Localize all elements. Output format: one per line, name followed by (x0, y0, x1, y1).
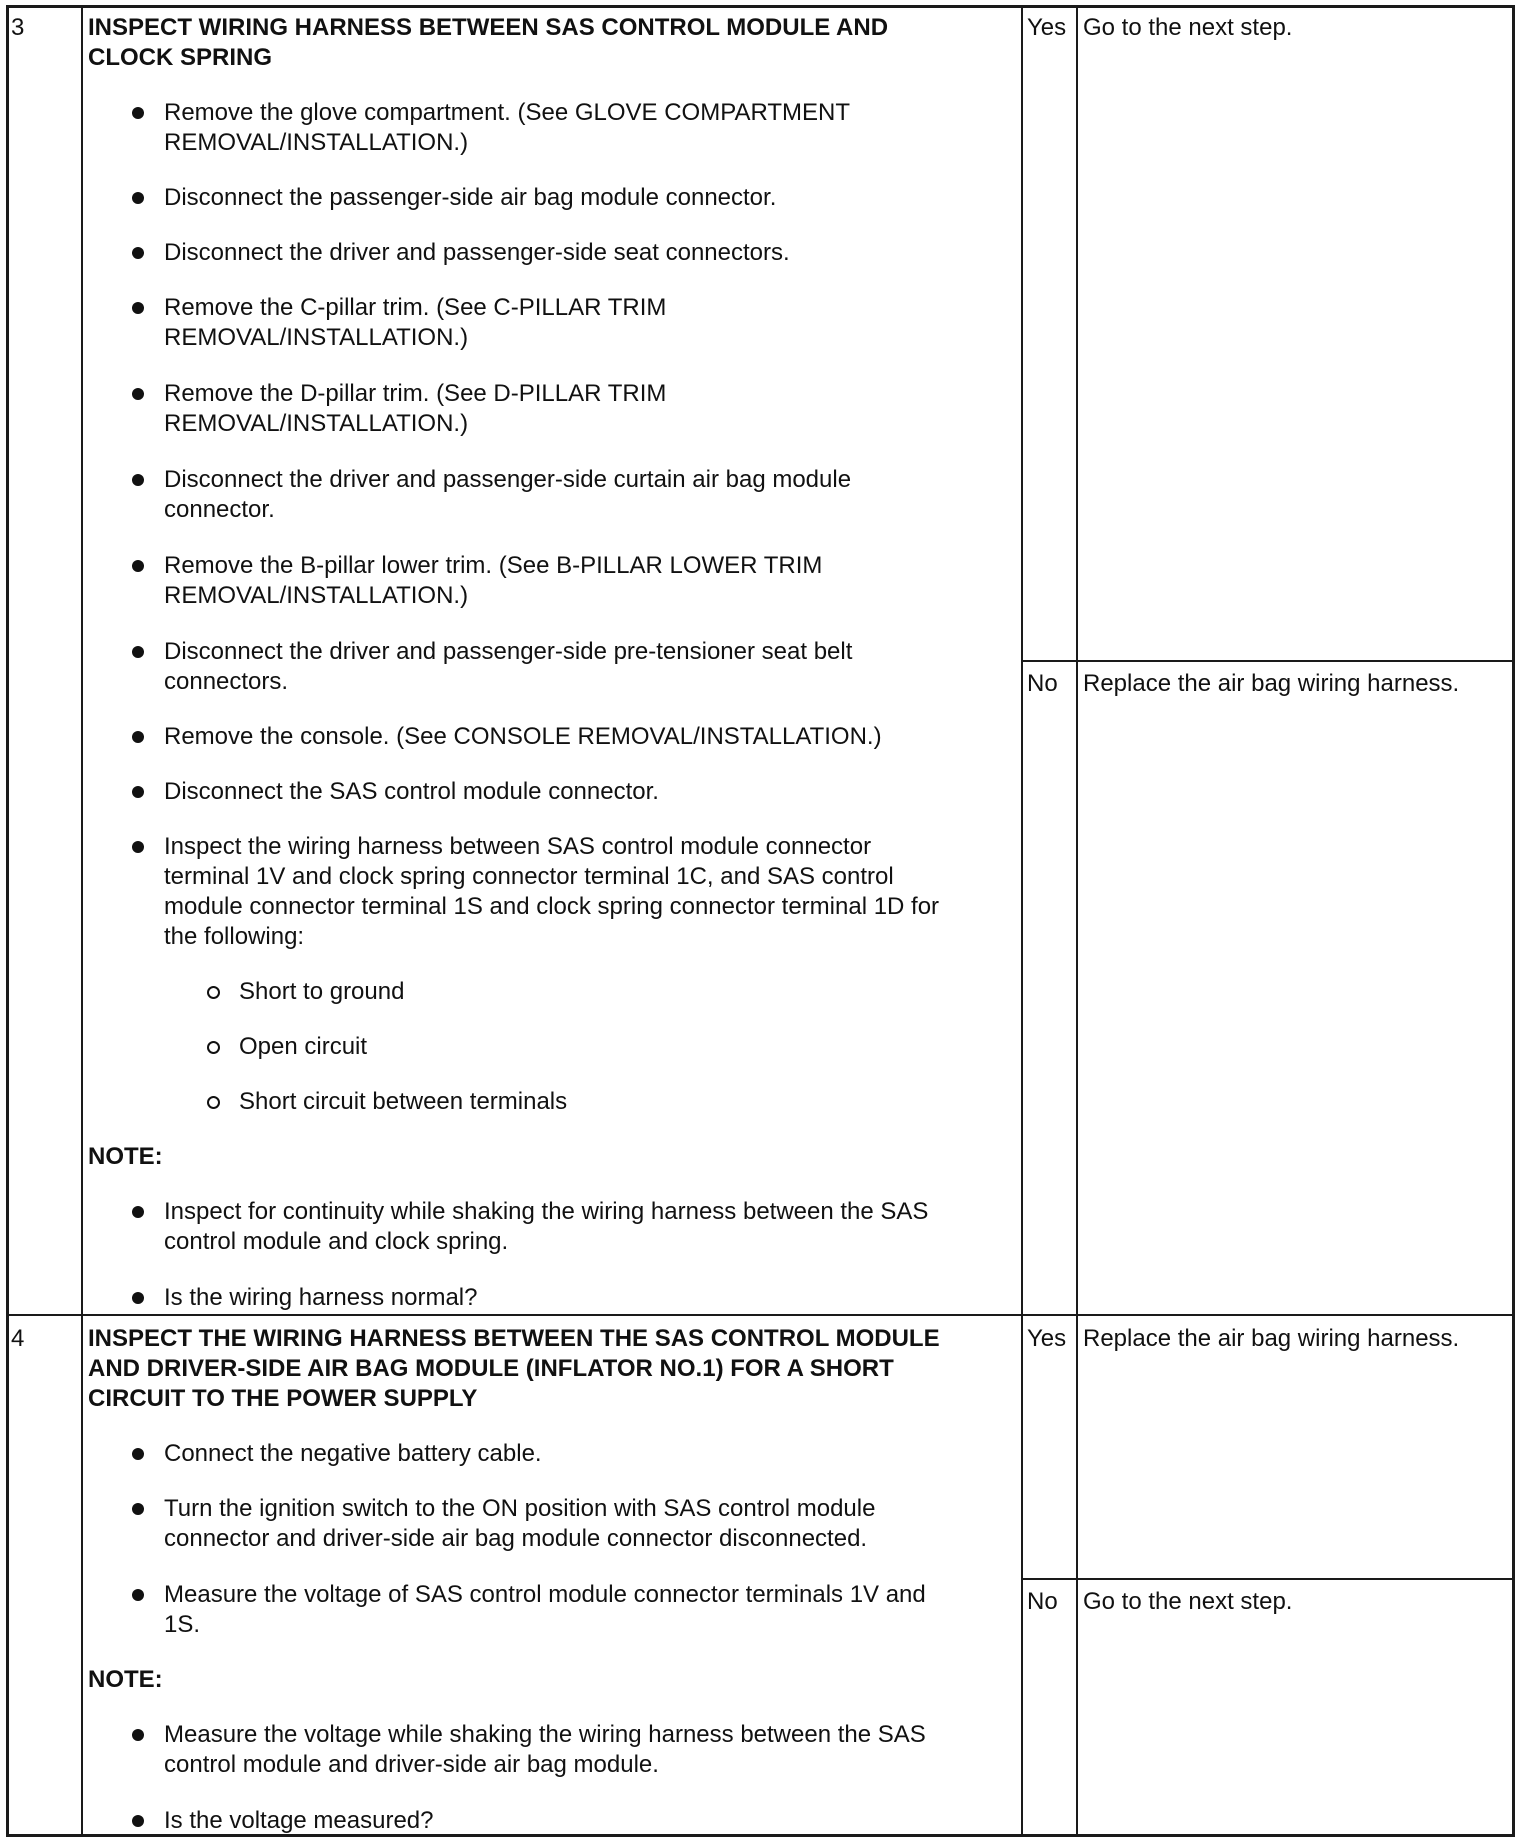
instruction-line: Disconnect the driver and passenger-side curtain air bag module (164, 466, 852, 493)
instruction-line: Remove the D-pillar trim. (See D-PILLAR TRIM (164, 380, 667, 407)
instruction-line: Remove the glove compartment. (See GLOVE COMPARTMENT (164, 99, 851, 126)
bullet-icon (132, 474, 144, 486)
instruction-line: REMOVAL/INSTALLATION.) (164, 410, 469, 437)
result-yes-action: Go to the next step. (1083, 14, 1293, 41)
note-line: Inspect for continuity while shaking the wiring harness between the SAS (164, 1198, 929, 1225)
instruction-line: Connect the negative battery cable. (164, 1440, 542, 1467)
instruction-line: Disconnect the driver and passenger-side pre-tensioner seat belt (164, 638, 853, 665)
instruction-line: connector and driver-side air bag module connector disconnected. (164, 1525, 868, 1552)
instruction-line: module connector terminal 1S and clock spring connector terminal 1D for (164, 893, 940, 920)
instruction-line: Remove the C-pillar trim. (See C-PILLAR TRIM (164, 294, 667, 321)
result-no-label: No (1027, 670, 1058, 697)
result-no-action: Replace the air bag wiring harness. (1083, 670, 1460, 697)
sub-bullet-icon (207, 1041, 220, 1054)
bullet-icon (132, 247, 144, 259)
row-divider-step3-yes-no (1021, 660, 1515, 662)
result-no-label: No (1027, 1588, 1058, 1615)
note-label: NOTE: (88, 1143, 163, 1170)
result-no-action: Go to the next step. (1083, 1588, 1293, 1615)
instruction-line: REMOVAL/INSTALLATION.) (164, 324, 469, 351)
bullet-icon (132, 731, 144, 743)
sub-bullet-icon (207, 1096, 220, 1109)
row-divider-step (6, 1314, 1515, 1316)
instruction-line: Inspect the wiring harness between SAS control module connector (164, 833, 872, 860)
note-line: Is the wiring harness normal? (164, 1284, 478, 1311)
step-title-line: AND DRIVER-SIDE AIR BAG MODULE (INFLATOR NO.1) FOR A SHORT (88, 1355, 894, 1382)
bullet-icon (132, 1729, 144, 1741)
instruction-line: the following: (164, 923, 305, 950)
table-border-top (6, 5, 1515, 8)
note-line: control module and driver-side air bag module. (164, 1751, 659, 1778)
bullet-icon (132, 1815, 144, 1827)
result-yes-label: Yes (1027, 1325, 1067, 1352)
instruction-line: REMOVAL/INSTALLATION.) (164, 582, 469, 609)
result-yes-label: Yes (1027, 14, 1067, 41)
bullet-icon (132, 107, 144, 119)
step-title-line: INSPECT WIRING HARNESS BETWEEN SAS CONTROL MODULE AND (88, 14, 889, 41)
row-divider-step4-yes-no (1021, 1578, 1515, 1580)
bullet-icon (132, 192, 144, 204)
bullet-icon (132, 1503, 144, 1515)
step-title-line: CIRCUIT TO THE POWER SUPPLY (88, 1385, 478, 1412)
instruction-line: Disconnect the SAS control module connector. (164, 778, 659, 805)
column-divider-result (1021, 5, 1023, 1837)
instruction-line: 1S. (164, 1611, 201, 1638)
column-divider-step (81, 5, 83, 1837)
instruction-line: Turn the ignition switch to the ON position with SAS control module (164, 1495, 876, 1522)
sub-item: Short to ground (239, 978, 405, 1005)
step-number: 4 (11, 1325, 25, 1352)
step-number: 3 (11, 14, 25, 41)
note-label: NOTE: (88, 1666, 163, 1693)
bullet-icon (132, 841, 144, 853)
instruction-line: Disconnect the passenger-side air bag module connector. (164, 184, 777, 211)
bullet-icon (132, 1589, 144, 1601)
column-divider-action (1076, 5, 1078, 1837)
instruction-line: Disconnect the driver and passenger-side seat connectors. (164, 239, 790, 266)
sub-bullet-icon (207, 986, 220, 999)
note-line: control module and clock spring. (164, 1228, 509, 1255)
instruction-line: terminal 1V and clock spring connector terminal 1C, and SAS control (164, 863, 894, 890)
bullet-icon (132, 302, 144, 314)
step-title-line: CLOCK SPRING (88, 44, 273, 71)
bullet-icon (132, 1292, 144, 1304)
bullet-icon (132, 786, 144, 798)
instruction-line: connector. (164, 496, 275, 523)
bullet-icon (132, 1206, 144, 1218)
bullet-icon (132, 1448, 144, 1460)
instruction-line: connectors. (164, 668, 289, 695)
result-yes-action: Replace the air bag wiring harness. (1083, 1325, 1460, 1352)
instruction-line: Remove the B-pillar lower trim. (See B-PILLAR LOWER TRIM (164, 552, 823, 579)
instruction-line: REMOVAL/INSTALLATION.) (164, 129, 469, 156)
instruction-line: Measure the voltage of SAS control module connector terminals 1V and (164, 1581, 926, 1608)
bullet-icon (132, 646, 144, 658)
bullet-icon (132, 560, 144, 572)
table-border-right (1512, 5, 1515, 1837)
step-title-line: INSPECT THE WIRING HARNESS BETWEEN THE SAS CONTROL MODULE (88, 1325, 940, 1352)
note-line: Is the voltage measured? (164, 1807, 434, 1834)
sub-item: Short circuit between terminals (239, 1088, 568, 1115)
bullet-icon (132, 388, 144, 400)
instruction-line: Remove the console. (See CONSOLE REMOVAL/INSTALLATION.) (164, 723, 882, 750)
note-line: Measure the voltage while shaking the wiring harness between the SAS (164, 1721, 926, 1748)
table-border-left (6, 5, 9, 1837)
sub-item: Open circuit (239, 1033, 368, 1060)
